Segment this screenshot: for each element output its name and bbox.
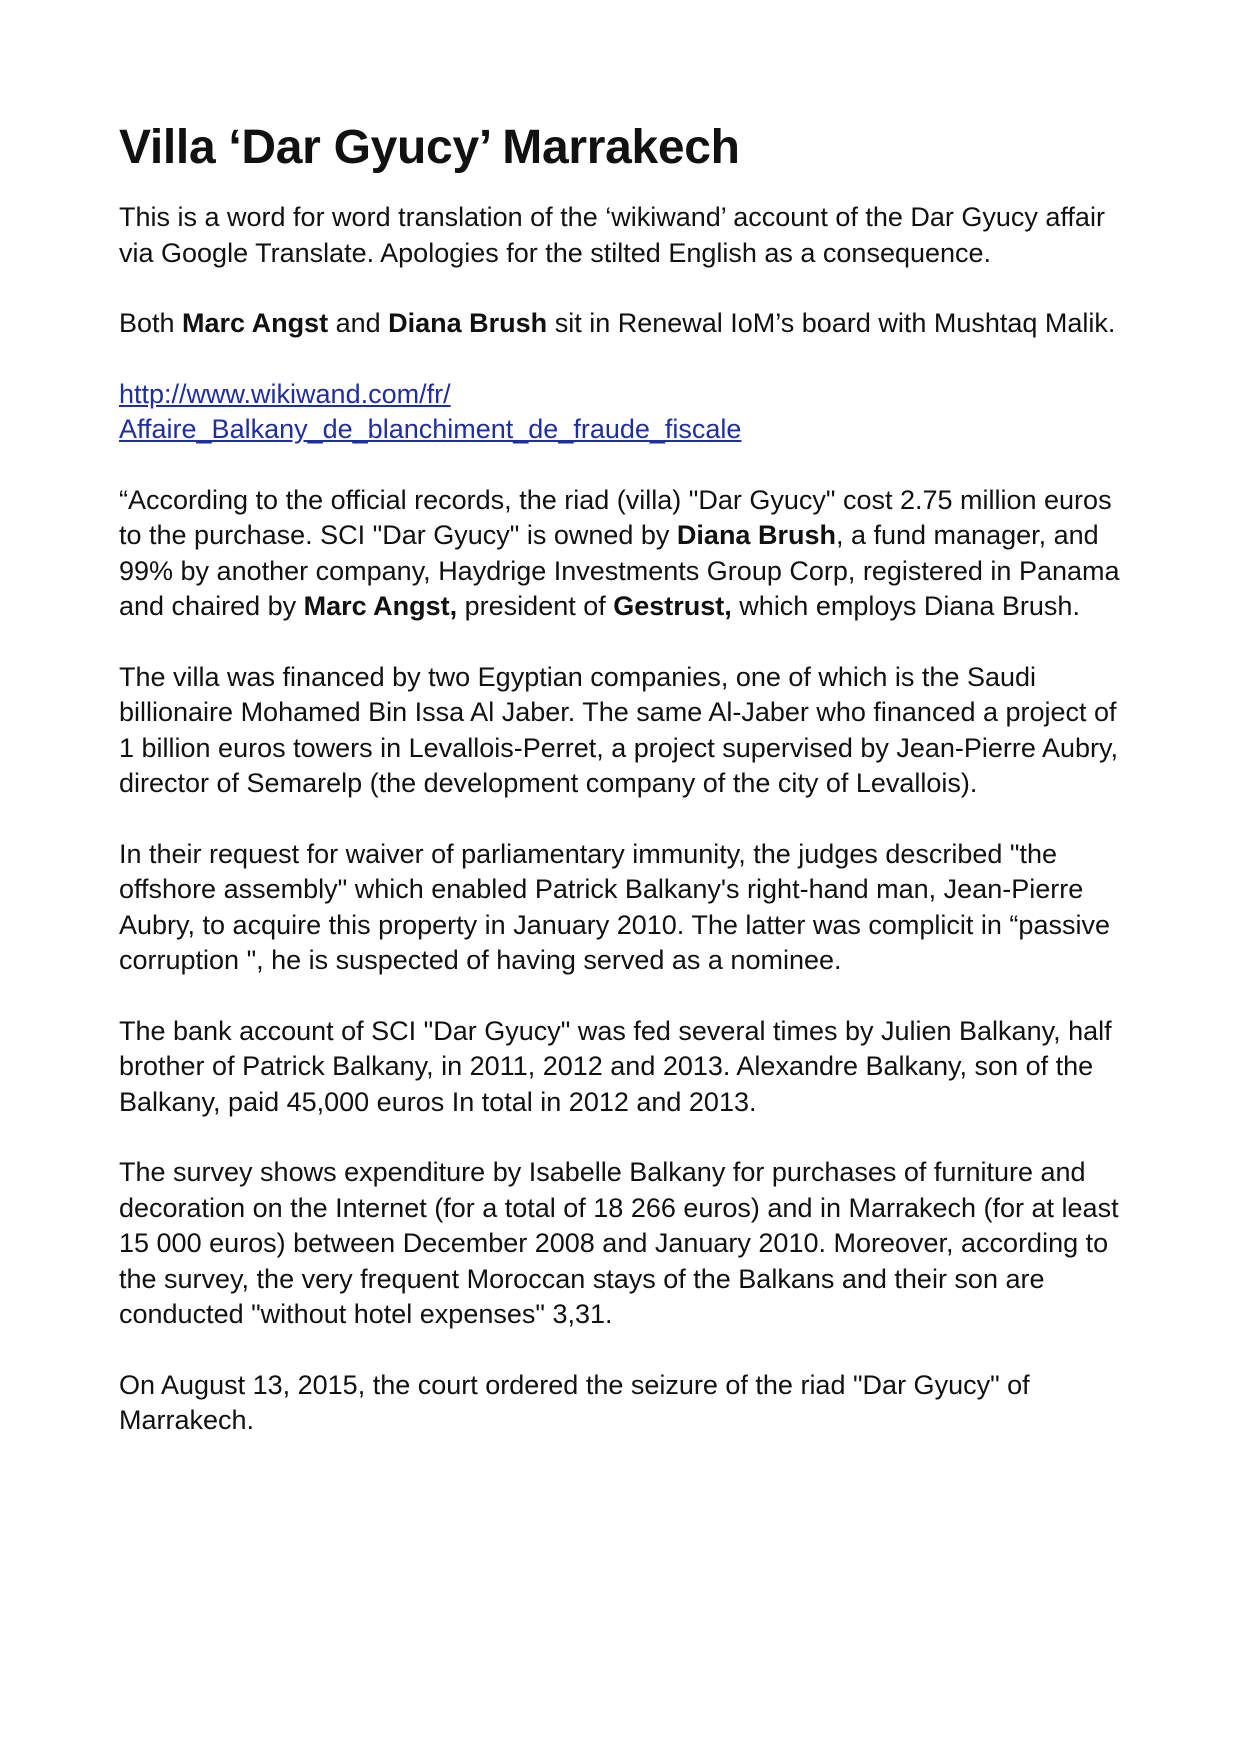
records-name-diana: Diana Brush xyxy=(676,520,836,550)
records-text-3: president of xyxy=(457,591,614,621)
document-page xyxy=(119,118,1139,1474)
source-link-line-1: http://www.wikiwand.com/fr/ xyxy=(119,378,451,409)
records-name-marc: Marc Angst, xyxy=(303,591,458,621)
source-link[interactable] xyxy=(119,379,741,445)
records-text-1: “According to the official records, the riad (villa) "Dar Gyucy" cost 2.75 million euros to the purchase. SCI "Dar Gyucy" is owned by xyxy=(119,484,1112,550)
records-name-gestrust: Gestrust, xyxy=(613,591,732,621)
records-text-2: , a fund manager, and 99% by another company, Haydrige Investments Group Corp, registered in Panama and chaired by xyxy=(119,520,1120,621)
immunity-paragraph: In their request for waiver of parliamentary immunity, the judges described "the offshore assembly" which enabled Patrick Balkany's right-hand man, Jean-Pierre Aubry, to acquire this property in January 2010. The latter was complicit in “passive corruption ", he is suspected of having served as a nominee. xyxy=(119,838,1110,975)
records-paragraph xyxy=(119,483,1139,625)
intro-paragraph: This is a word for word translation of the ‘wikiwand’ account of the Dar Gyucy affair via Google Translate. Apologies for the stilted English as a consequence. xyxy=(119,202,1105,268)
board-text-1: Both xyxy=(119,308,183,338)
board-paragraph xyxy=(119,306,1139,342)
page-title: Villa ‘Dar Gyucy’ Marrakech xyxy=(119,121,740,174)
records-text-4: which employs Diana Brush. xyxy=(731,591,1080,621)
board-text-3: sit in Renewal IoM’s board with Mushtaq Malik. xyxy=(547,308,1116,338)
board-text-2: and xyxy=(328,308,389,338)
source-link-paragraph xyxy=(119,377,1139,448)
seizure-paragraph: On August 13, 2015, the court ordered the seizure of the riad "Dar Gyucy" of Marrakech. xyxy=(119,1369,1030,1435)
bank-account-paragraph: The bank account of SCI "Dar Gyucy" was fed several times by Julien Balkany, half brother of Patrick Balkany, in 2011, 2012 and 2013. Alexandre Balkany, son of the Balkany, paid 45,000 euros In total in 2012 and 2013. xyxy=(119,1015,1112,1117)
board-name-diana: Diana Brush xyxy=(388,308,548,338)
survey-paragraph: The survey shows expenditure by Isabelle Balkany for purchases of furniture and decoration on the Internet (for a total of 18 266 euros) and in Marrakech (for at least 15 000 euros) between December 2008 and January 2010. Moreover, according to the survey, the very frequent Moroccan stays of the Balkans and their son are conducted "without hotel expenses" 3,31. xyxy=(119,1157,1119,1329)
board-name-marc: Marc Angst xyxy=(182,308,329,338)
financing-paragraph: The villa was financed by two Egyptian companies, one of which is the Saudi billionaire Mohamed Bin Issa Al Jaber. The same Al-Jaber who financed a project of 1 billion euros towers in Levallois-Perret, a project supervised by Jean-Pierre Aubry, director of Semarelp (the development company of the city of Levallois). xyxy=(119,661,1118,798)
source-link-line-2: Affaire_Balkany_de_blanchiment_de_fraude_fiscale xyxy=(119,414,742,444)
